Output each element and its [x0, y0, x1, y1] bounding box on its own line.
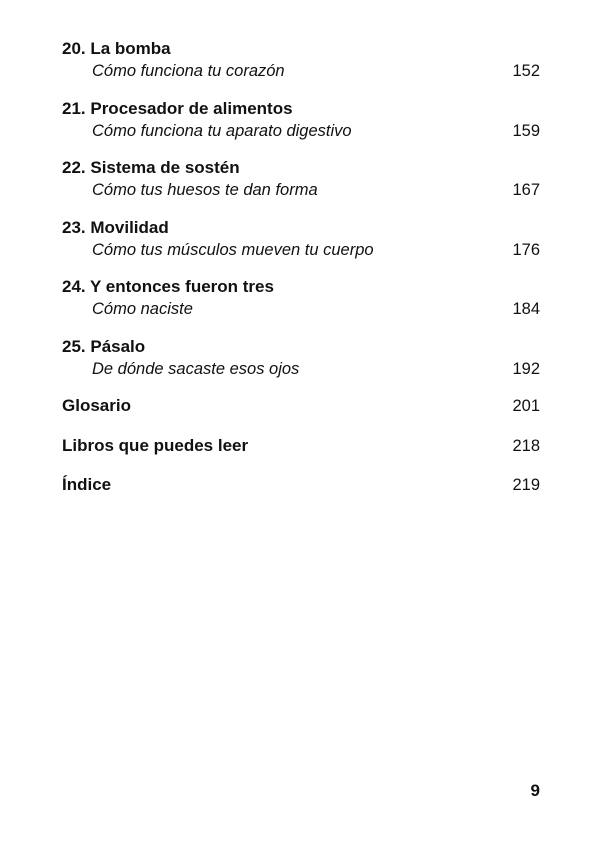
chapter-subtitle: De dónde sacaste esos ojos [92, 359, 300, 378]
chapter-page-number: 167 [512, 181, 540, 199]
toc-entry-chapter-20 [62, 38, 540, 98]
chapter-page-number: 184 [512, 300, 540, 318]
chapter-title: 22. Sistema de sostén [62, 158, 240, 177]
chapter-title: 25. Pásalo [62, 336, 146, 356]
chapter-title: 23. Movilidad [62, 217, 169, 237]
chapter-page-number: 192 [512, 359, 540, 378]
chapter-subtitle: Cómo naciste [92, 300, 193, 318]
section-page-number: 201 [512, 397, 540, 415]
chapter-subtitle: Cómo tus huesos te dan forma [92, 181, 318, 199]
toc-entry-chapter-21 [62, 98, 540, 158]
chapter-title: 24. Y entonces fueron tres [62, 277, 274, 296]
chapter-title: 20. La bomba [62, 39, 171, 58]
toc-entry-index [62, 474, 540, 514]
chapter-subtitle: Cómo tus músculos mueven tu cuerpo [92, 240, 374, 259]
chapter-page-number: 152 [512, 62, 540, 80]
toc-entry-glossary [62, 395, 540, 435]
toc-entry-chapter-23 [62, 217, 540, 277]
toc-entry-chapter-22 [62, 157, 540, 217]
section-title: Libros que puedes leer [62, 435, 249, 455]
table-of-contents [62, 38, 540, 514]
toc-entry-reading-list [62, 435, 540, 475]
page-number: 9 [530, 781, 540, 800]
section-page-number: 218 [512, 436, 540, 455]
chapter-page-number: 176 [512, 240, 540, 259]
chapter-subtitle: Cómo funciona tu aparato digestivo [92, 121, 352, 140]
chapter-title: 21. Procesador de alimentos [62, 98, 293, 118]
toc-entry-chapter-24 [62, 276, 540, 336]
section-title: Glosario [62, 396, 131, 415]
chapter-page-number: 159 [512, 121, 540, 140]
section-title: Índice [62, 475, 112, 495]
chapter-subtitle: Cómo funciona tu corazón [92, 62, 285, 80]
toc-entry-chapter-25 [62, 336, 540, 396]
section-page-number: 219 [512, 476, 540, 495]
